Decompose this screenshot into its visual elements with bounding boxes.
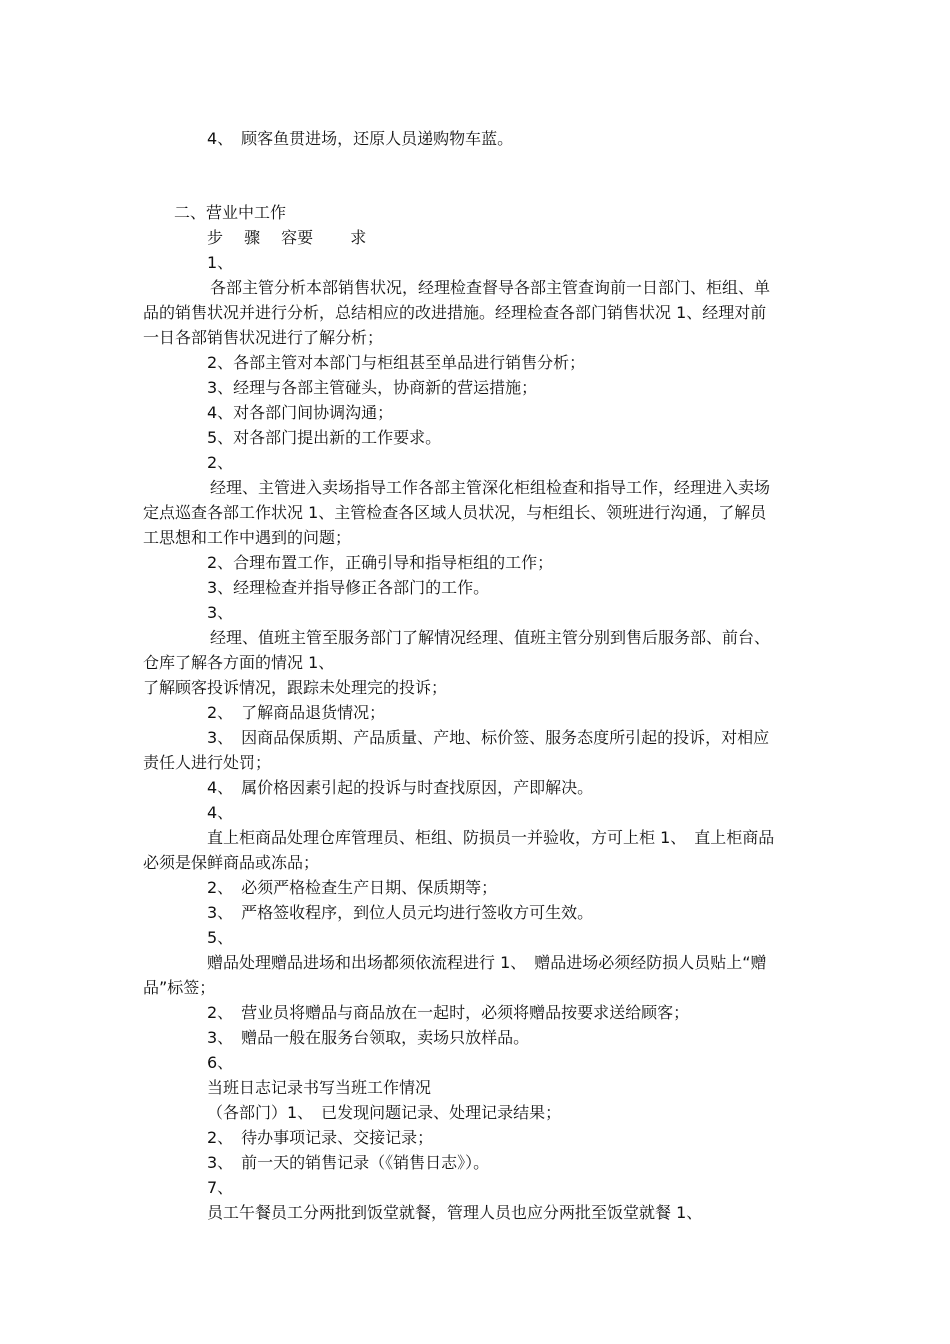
list-item: 3、 严格签收程序，到位人员元均进行签收方可生效。	[207, 903, 594, 922]
paragraph-line: 赠品处理赠品进场和出场都须依流程进行 1、 赠品进场必须经防损人员贴上“赠	[207, 953, 767, 972]
section-heading: 二、营业中工作	[174, 203, 287, 222]
step-number: 2、	[207, 453, 234, 472]
step-number: 1、	[207, 253, 234, 272]
list-item: 3、 前一天的销售记录（《销售日志》）。	[207, 1153, 490, 1172]
table-header: 步 骤 容要 求	[207, 228, 367, 247]
paragraph-line: 必须是保鲜商品或冻品；	[143, 853, 320, 872]
paragraph-line: 经理、主管进入卖场指导工作各部主管深化柜组检查和指导工作，经理进入卖场	[210, 478, 771, 497]
list-item: 3、 赠品一般在服务台领取，卖场只放样品。	[207, 1028, 530, 1047]
paragraph-line: （各部门）1、 已发现问题记录、处理记录结果；	[207, 1103, 562, 1122]
list-item: 3、经理检查并指导修正各部门的工作。	[207, 578, 490, 597]
list-item: 2、 必须严格检查生产日期、保质期等；	[207, 878, 498, 897]
list-item: 2、 了解商品退货情况；	[207, 703, 386, 722]
list-item: 4、对各部门间协调沟通；	[207, 403, 394, 422]
step-number: 7、	[207, 1178, 234, 1197]
paragraph-line: 责任人进行处罚；	[143, 753, 272, 772]
paragraph-line: 品的销售状况并进行分析，总结相应的改进措施。经理检查各部门销售状况 1、经理对前	[143, 303, 767, 322]
paragraph-line: 当班日志记录书写当班工作情况	[207, 1078, 432, 1097]
paragraph-line: 各部主管分析本部销售状况，经理检查督导各部主管查询前一日部门、柜组、单	[210, 278, 771, 297]
list-item: 4、 顾客鱼贯进场，还原人员递购物车蓝。	[207, 129, 514, 148]
step-number: 4、	[207, 803, 234, 822]
step-number: 5、	[207, 928, 234, 947]
paragraph-line: 定点巡查各部工作状况 1、主管检查各区域人员状况，与柜组长、领班进行沟通，了解员	[143, 503, 767, 522]
list-item: 3、 因商品保质期、产品质量、产地、标价签、服务态度所引起的投诉，对相应	[207, 728, 770, 747]
paragraph-line: 了解顾客投诉情况，跟踪未处理完的投诉；	[143, 678, 448, 697]
paragraph-line: 仓库了解各方面的情况 1、	[143, 653, 335, 672]
paragraph-line: 工思想和工作中遇到的问题；	[143, 528, 352, 547]
list-item: 4、 属价格因素引起的投诉与时查找原因，产即解决。	[207, 778, 594, 797]
list-item: 3、经理与各部主管碰头，协商新的营运措施；	[207, 378, 538, 397]
list-item: 5、对各部门提出新的工作要求。	[207, 428, 442, 447]
paragraph-line: 直上柜商品处理仓库管理员、柜组、防损员一并验收，方可上柜 1、 直上柜商品	[207, 828, 775, 847]
list-item: 2、各部主管对本部门与柜组甚至单品进行销售分析；	[207, 353, 586, 372]
paragraph-line: 员工午餐员工分两批到饭堂就餐，管理人员也应分两批至饭堂就餐 1、	[207, 1203, 703, 1222]
step-number: 6、	[207, 1053, 234, 1072]
list-item: 2、 营业员将赠品与商品放在一起时，必须将赠品按要求送给顾客；	[207, 1003, 690, 1022]
list-item: 2、合理布置工作，正确引导和指导柜组的工作；	[207, 553, 554, 572]
list-item: 2、 待办事项记录、交接记录；	[207, 1128, 434, 1147]
paragraph-line: 一日各部销售状况进行了解分析；	[143, 328, 384, 347]
paragraph-line: 经理、值班主管至服务部门了解情况经理、值班主管分别到售后服务部、前台、	[210, 628, 771, 647]
paragraph-line: 品”标签；	[143, 978, 216, 997]
step-number: 3、	[207, 603, 234, 622]
